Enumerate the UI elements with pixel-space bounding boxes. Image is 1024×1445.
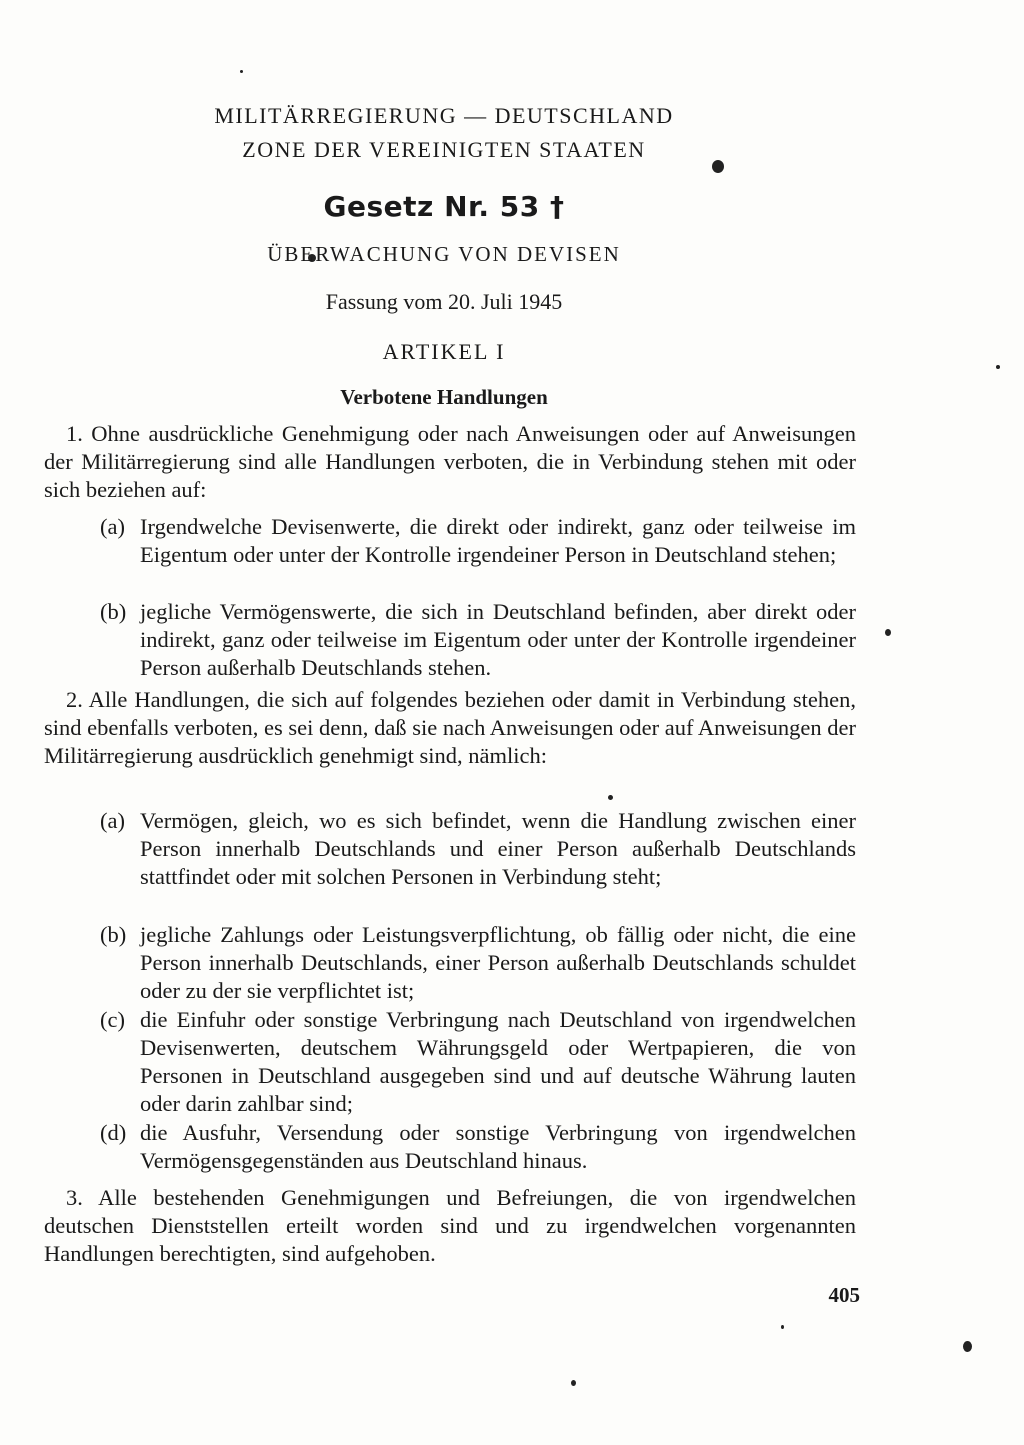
paragraph-3: 3. Alle bestehenden Genehmigungen und Befreiungen, die von irgendwelchen deutschen Dienststellen erteilt worden sind und zu irgendwelchen vorgenannten Handlungen berechtigten, sind aufgehoben. — [44, 1185, 856, 1266]
paragraph-2-item-a — [100, 807, 856, 891]
scan-speck — [781, 1325, 784, 1329]
law-version-date: Fassung vom 20. Juli 1945 — [325, 289, 563, 314]
scan-speck — [885, 629, 891, 636]
scan-speck — [996, 365, 1000, 369]
scan-speck — [963, 1341, 972, 1352]
item-text: Irgendwelche Devisenwerte, die direkt oder indirekt, ganz oder teilweise im Eigentum oder unter der Kontrolle irgendeiner Person in Deutschland stehen; — [140, 514, 856, 567]
law-title: Gesetz Nr. 53 † — [323, 190, 565, 223]
item-label: (a) — [100, 808, 125, 833]
item-text: jegliche Vermögenswerte, die sich in Deutschland befinden, aber direkt oder indirekt, ganz oder teilweise im Eigentum oder unter der Kontrolle irgendeiner Person außerhalb Deutschlands stehen. — [140, 599, 856, 680]
item-label: (d) — [100, 1120, 127, 1145]
page-number: 405 — [828, 1283, 860, 1307]
item-text: Vermögen, gleich, wo es sich befindet, wenn die Handlung zwischen einer Person innerhalb Deutschlands und einer Person außerhalb Deutschlands stattfindet oder mit solchen Personen in Verbindung steht; — [140, 808, 856, 889]
authority-header-line1: MILITÄRREGIERUNG — DEUTSCHLAND — [214, 103, 674, 128]
item-label: (b) — [100, 922, 127, 947]
section-title: Verbotene Handlungen — [340, 385, 548, 409]
item-label: (c) — [100, 1007, 125, 1032]
item-text: die Ausfuhr, Versendung oder sonstige Verbringung von irgendwelchen Vermögensgegenständen aus Deutschland hinaus. — [140, 1120, 856, 1173]
item-label: (a) — [100, 514, 125, 539]
paragraph-2: 2. Alle Handlungen, die sich auf folgendes beziehen oder damit in Verbindung stehen, sind ebenfalls verboten, es sei denn, daß sie nach Anweisungen oder auf Anweisungen der Militärregierung ausdrücklich genehmigt sind, nämlich: — [44, 687, 856, 768]
item-label: (b) — [100, 599, 127, 624]
scan-speck — [240, 70, 243, 73]
paragraph-2-item-d — [100, 1119, 856, 1175]
authority-header-line2: ZONE DER VEREINIGTEN STAATEN — [242, 137, 646, 162]
paragraph-2-item-b — [100, 921, 856, 1005]
law-subject: ÜBERWACHUNG VON DEVISEN — [267, 242, 621, 266]
item-text: die Einfuhr oder sonstige Verbringung nach Deutschland von irgendwelchen Devisenwerten, deutschem Währungsgeld oder Wertpapieren, die von Personen in Deutschland ausgegeben sind und auf deutsche Währung lauten oder darin zahlbar sind; — [140, 1007, 856, 1116]
paragraph-1-item-b — [100, 598, 856, 682]
item-text: jegliche Zahlungs oder Leistungsverpflichtung, ob fällig oder nicht, die eine Person innerhalb Deutschlands, einer Person außerhalb Deutschlands schuldet oder zu der sie verpflichtet ist; — [140, 922, 856, 1003]
scan-speck — [608, 795, 613, 800]
paragraph-2-item-c — [100, 1006, 856, 1118]
paragraph-1: 1. Ohne ausdrückliche Genehmigung oder nach Anweisungen oder auf Anweisungen der Militärregierung sind alle Handlungen verboten, die in Verbindung stehen mit oder sich beziehen auf: — [44, 421, 856, 502]
paragraph-1-item-a — [100, 513, 856, 569]
scan-speck — [571, 1380, 576, 1386]
article-heading: ARTIKEL I — [382, 339, 506, 364]
